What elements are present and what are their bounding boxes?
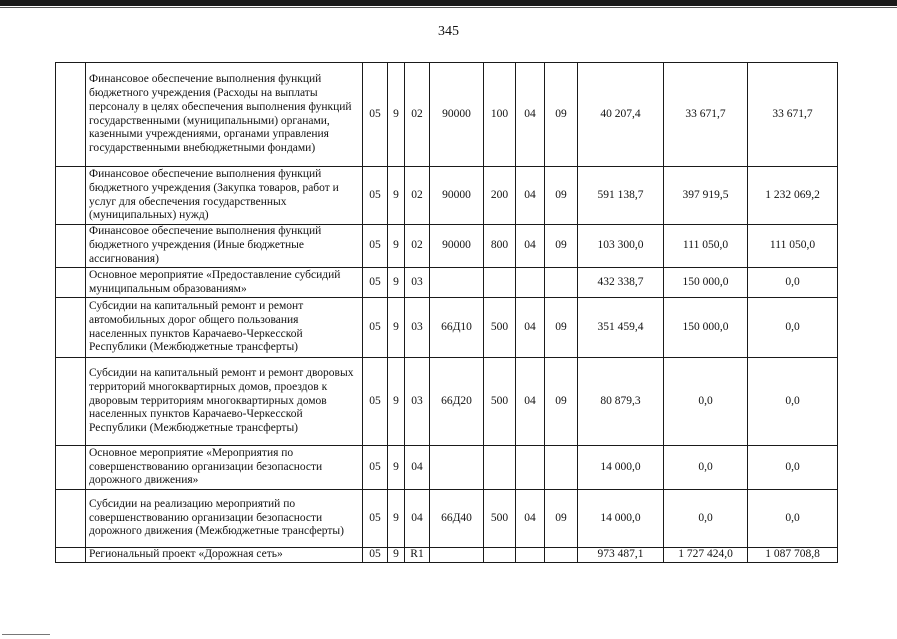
amount-year2-cell: 150 000,0 [664,268,748,298]
code-section-cell: 04 [516,298,545,358]
page-number: 345 [438,24,459,39]
code-program-cell: 05 [363,268,388,298]
item-name-cell: Субсидии на реализацию мероприятий по совершенствованию организации безопасности дорожного движения (Межбюджетные трансферты) [86,490,363,548]
code-subsection-cell [545,268,578,298]
amount-year1-cell: 103 300,0 [578,225,664,268]
index-cell [56,167,86,225]
code-subprogram-cell: 9 [388,167,405,225]
code-activity-cell: 03 [405,268,430,298]
code-subprogram-cell: 9 [388,63,405,167]
code-subprogram-cell: 9 [388,358,405,446]
amount-year2-cell: 150 000,0 [664,298,748,358]
amount-year3-cell: 0,0 [748,268,838,298]
code-program-cell: 05 [363,490,388,548]
code-activity-cell: 02 [405,63,430,167]
code-subprogram-cell: 9 [388,548,405,563]
code-subsection-cell: 09 [545,167,578,225]
code-activity-cell: 02 [405,225,430,268]
index-cell [56,268,86,298]
amount-year2-cell: 0,0 [664,446,748,490]
code-subprogram-cell: 9 [388,490,405,548]
code-expense-type-cell: 100 [484,63,516,167]
code-section-cell: 04 [516,167,545,225]
code-subsection-cell: 09 [545,225,578,268]
amount-year3-cell: 111 050,0 [748,225,838,268]
table-row [56,268,838,298]
code-section-cell [516,548,545,563]
code-expense-type-cell: 500 [484,298,516,358]
code-section-cell [516,446,545,490]
amount-year1-cell: 351 459,4 [578,298,664,358]
code-subprogram-cell: 9 [388,446,405,490]
code-program-cell: 05 [363,358,388,446]
amount-year3-cell: 33 671,7 [748,63,838,167]
amount-year1-cell: 432 338,7 [578,268,664,298]
code-expense-type-cell: 500 [484,358,516,446]
amount-year3-cell: 0,0 [748,490,838,548]
code-direction-cell: 66Д40 [430,490,484,548]
amount-year1-cell: 591 138,7 [578,167,664,225]
item-name-cell: Основное мероприятие «Предоставление субсидий муниципальным образованиям» [86,268,363,298]
amount-year1-cell: 80 879,3 [578,358,664,446]
amount-year3-cell: 0,0 [748,358,838,446]
code-expense-type-cell [484,446,516,490]
code-direction-cell [430,548,484,563]
amount-year2-cell: 111 050,0 [664,225,748,268]
code-activity-cell: 02 [405,167,430,225]
footnote-rule [2,634,50,635]
table-row [56,63,838,167]
code-direction-cell: 90000 [430,167,484,225]
index-cell [56,298,86,358]
item-name-cell: Региональный проект «Дорожная сеть» [86,548,363,563]
code-subprogram-cell: 9 [388,225,405,268]
code-section-cell: 04 [516,358,545,446]
amount-year2-cell: 33 671,7 [664,63,748,167]
index-cell [56,358,86,446]
code-activity-cell: R1 [405,548,430,563]
code-direction-cell: 66Д20 [430,358,484,446]
code-direction-cell: 90000 [430,225,484,268]
table-row [56,490,838,548]
index-cell [56,548,86,563]
top-border-rule [0,0,897,6]
code-activity-cell: 04 [405,446,430,490]
code-expense-type-cell [484,548,516,563]
code-subsection-cell: 09 [545,358,578,446]
table-row [56,167,838,225]
item-name-cell: Финансовое обеспечение выполнения функций бюджетного учреждения (Расходы на выплаты персоналу в целях обеспечения выполнения функций государственными (муниципальными) органами, казенными учреждениями, органами управления государственными внебюджетными фондами) [86,63,363,167]
code-section-cell [516,268,545,298]
amount-year3-cell: 1 087 708,8 [748,548,838,563]
code-program-cell: 05 [363,225,388,268]
amount-year2-cell: 0,0 [664,490,748,548]
code-activity-cell: 03 [405,358,430,446]
item-name-cell: Основное мероприятие «Мероприятия по совершенствованию организации безопасности дорожного движения» [86,446,363,490]
code-expense-type-cell [484,268,516,298]
code-section-cell: 04 [516,490,545,548]
code-expense-type-cell: 500 [484,490,516,548]
code-subsection-cell: 09 [545,63,578,167]
index-cell [56,446,86,490]
top-border-rule-thin [0,7,897,8]
code-activity-cell: 04 [405,490,430,548]
table-row [56,548,838,563]
code-program-cell: 05 [363,167,388,225]
code-subsection-cell [545,548,578,563]
item-name-cell: Субсидии на капитальный ремонт и ремонт автомобильных дорог общего пользования населенных пунктов Карачаево-Черкесской Республики (Межбюджетные трансферты) [86,298,363,358]
code-program-cell: 05 [363,548,388,563]
code-subprogram-cell: 9 [388,298,405,358]
code-direction-cell: 90000 [430,63,484,167]
amount-year2-cell: 397 919,5 [664,167,748,225]
code-activity-cell: 03 [405,298,430,358]
code-direction-cell [430,268,484,298]
code-direction-cell: 66Д10 [430,298,484,358]
code-expense-type-cell: 200 [484,167,516,225]
amount-year2-cell: 0,0 [664,358,748,446]
amount-year1-cell: 973 487,1 [578,548,664,563]
amount-year3-cell: 0,0 [748,298,838,358]
amount-year3-cell: 1 232 069,2 [748,167,838,225]
item-name-cell: Финансовое обеспечение выполнения функций бюджетного учреждения (Иные бюджетные ассигнования) [86,225,363,268]
item-name-cell: Субсидии на капитальный ремонт и ремонт дворовых территорий многоквартирных домов, проездов к дворовым территориям многоквартирных домов населенных пунктов Карачаево-Черкесской Республики (Межбюджетные трансферты) [86,358,363,446]
code-subsection-cell [545,446,578,490]
code-program-cell: 05 [363,298,388,358]
item-name-cell: Финансовое обеспечение выполнения функций бюджетного учреждения (Закупка товаров, работ и услуг для обеспечения государственных (муниципальных) нужд) [86,167,363,225]
index-cell [56,63,86,167]
amount-year1-cell: 14 000,0 [578,490,664,548]
amount-year1-cell: 40 207,4 [578,63,664,167]
code-direction-cell [430,446,484,490]
code-section-cell: 04 [516,225,545,268]
index-cell [56,225,86,268]
amount-year3-cell: 0,0 [748,446,838,490]
code-subprogram-cell: 9 [388,268,405,298]
table-row [56,358,838,446]
code-expense-type-cell: 800 [484,225,516,268]
amount-year2-cell: 1 727 424,0 [664,548,748,563]
budget-table [55,62,838,563]
code-program-cell: 05 [363,446,388,490]
table-row [56,446,838,490]
amount-year1-cell: 14 000,0 [578,446,664,490]
code-subsection-cell: 09 [545,490,578,548]
code-section-cell: 04 [516,63,545,167]
table-row [56,225,838,268]
code-program-cell: 05 [363,63,388,167]
table-row [56,298,838,358]
code-subsection-cell: 09 [545,298,578,358]
index-cell [56,490,86,548]
